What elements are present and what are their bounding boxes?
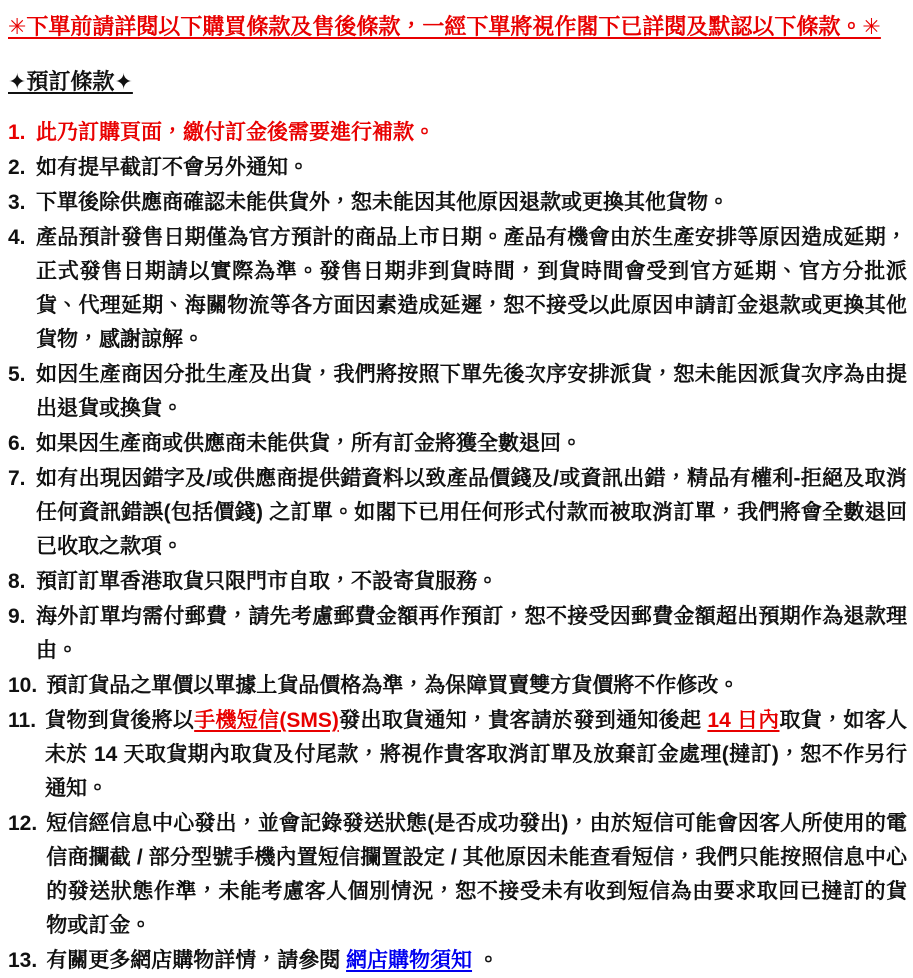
term-item-4 (8, 221, 907, 357)
red-emphasis-text: 手機短信(SMS) (194, 709, 339, 732)
red-emphasis-text: 14 日內 (707, 709, 780, 732)
term-segment: 產品預計發售日期僅為官方預計的商品上市日期。產品有機會由於生產安排等原因造成延期，正式發售日期請以實際為準。發售日期非到貨時間，到貨時間會受到官方延期、官方分批派貨、代理延期、海關物流等各方面因素造成延遲，恕不接受以此原因申請訂金退款或更換其他貨物，感謝諒解。 (36, 226, 907, 351)
term-item-13 (8, 944, 907, 978)
term-text (46, 807, 907, 943)
term-text (36, 358, 907, 426)
term-number: 4. (8, 226, 26, 249)
term-number: 10. (8, 674, 38, 697)
term-number: 11. (8, 709, 37, 732)
term-text (36, 221, 907, 357)
term-text (36, 462, 907, 564)
term-segment: 海外訂單均需付郵費，請先考慮郵費金額再作預訂，恕不接受因郵費金額超出預期作為退款理由。 (36, 605, 907, 662)
term-segment: 。 (472, 949, 499, 972)
term-text (36, 565, 907, 599)
term-segment: 此乃訂購頁面，繳付訂金後需要進行補款。 (36, 121, 435, 144)
term-text (36, 186, 907, 220)
term-number: 6. (8, 432, 26, 455)
term-item-3 (8, 186, 907, 220)
term-text (46, 669, 907, 703)
term-segment: 如有出現因錯字及/或供應商提供錯資料以致產品價錢及/或資訊出錯，精品有權利-拒絕及取消任何資訊錯誤(包括價錢) 之訂單。如閣下已用任何形式付款而被取消訂單，我們將會全數退回已收取之款項。 (36, 467, 907, 558)
term-item-8 (8, 565, 907, 599)
term-text (45, 704, 907, 806)
term-text (36, 600, 907, 668)
term-segment: 下單後除供應商確認未能供貨外，恕未能因其他原因退款或更換其他貨物。 (36, 191, 729, 214)
term-segment: 如果因生產商或供應商未能供貨，所有訂金將獲全數退回。 (36, 432, 582, 455)
term-text (36, 151, 907, 185)
term-number: 12. (8, 812, 38, 835)
term-item-1 (8, 116, 907, 150)
term-number: 3. (8, 191, 26, 214)
term-segment: 預訂訂單香港取貨只限門市自取，不設寄貨服務。 (36, 570, 498, 593)
term-segment: 發出取貨通知，貴客請於發到通知後起 (338, 709, 708, 732)
section-title-preorder-terms (8, 67, 907, 97)
term-number: 8. (8, 570, 26, 593)
terms-list (8, 116, 907, 978)
section-title-text: ✦預訂條款✦ (8, 69, 133, 94)
term-item-10 (8, 669, 907, 703)
term-number: 2. (8, 156, 26, 179)
term-item-9 (8, 600, 907, 668)
term-item-12 (8, 807, 907, 943)
term-number: 7. (8, 467, 26, 490)
term-segment: 預訂貨品之單價以單據上貨品價格為準，為保障買賣雙方貨價將不作修改。 (46, 674, 740, 697)
term-number: 9. (8, 605, 26, 628)
term-segment: 短信經信息中心發出，並會記錄發送狀態(是否成功發出)，由於短信可能會因客人所使用的電信商攔截 / 部分型號手機內置短信攔置設定 / 其他原因未能查看短信，我們只能按照信息中心的發送狀態作準，未能考慮客人個別情況，恕不接受未有收到短信為由要求取回已撻訂的貨物或訂金。 (46, 812, 907, 937)
term-number: 5. (8, 363, 26, 386)
term-segment: 取貨，如客人未於 14 天取貨期內取貨及付尾款，將視作貴客取消訂單及放棄訂金處理(撻訂)，恕不作另行通知。 (45, 709, 908, 800)
term-text (46, 944, 907, 978)
term-segment: 如因生產商因分批生產及出貨，我們將按照下單先後次序安排派貨，恕未能因派貨次序為由提出退貨或換貨。 (36, 363, 907, 420)
term-segment: 有關更多網店購物詳情，請參閱 (46, 949, 347, 972)
term-item-5 (8, 358, 907, 426)
term-segment: 如有提早截訂不會另外通知。 (36, 156, 309, 179)
pre-order-warning-notice: ✳下單前請詳閱以下購買條款及售後條款，一經下單將視作閣下已詳閱及默認以下條款。✳ (8, 14, 881, 39)
term-item-6 (8, 427, 907, 461)
term-segment: 貨物到貨後將以 (45, 709, 195, 732)
term-number: 1. (8, 121, 26, 144)
store-shopping-guide-link[interactable]: 網店購物須知 (346, 949, 473, 972)
term-text (36, 427, 907, 461)
term-item-7 (8, 462, 907, 564)
term-number: 13. (8, 949, 38, 972)
term-item-11 (8, 704, 907, 806)
term-text (36, 116, 907, 150)
term-item-2 (8, 151, 907, 185)
